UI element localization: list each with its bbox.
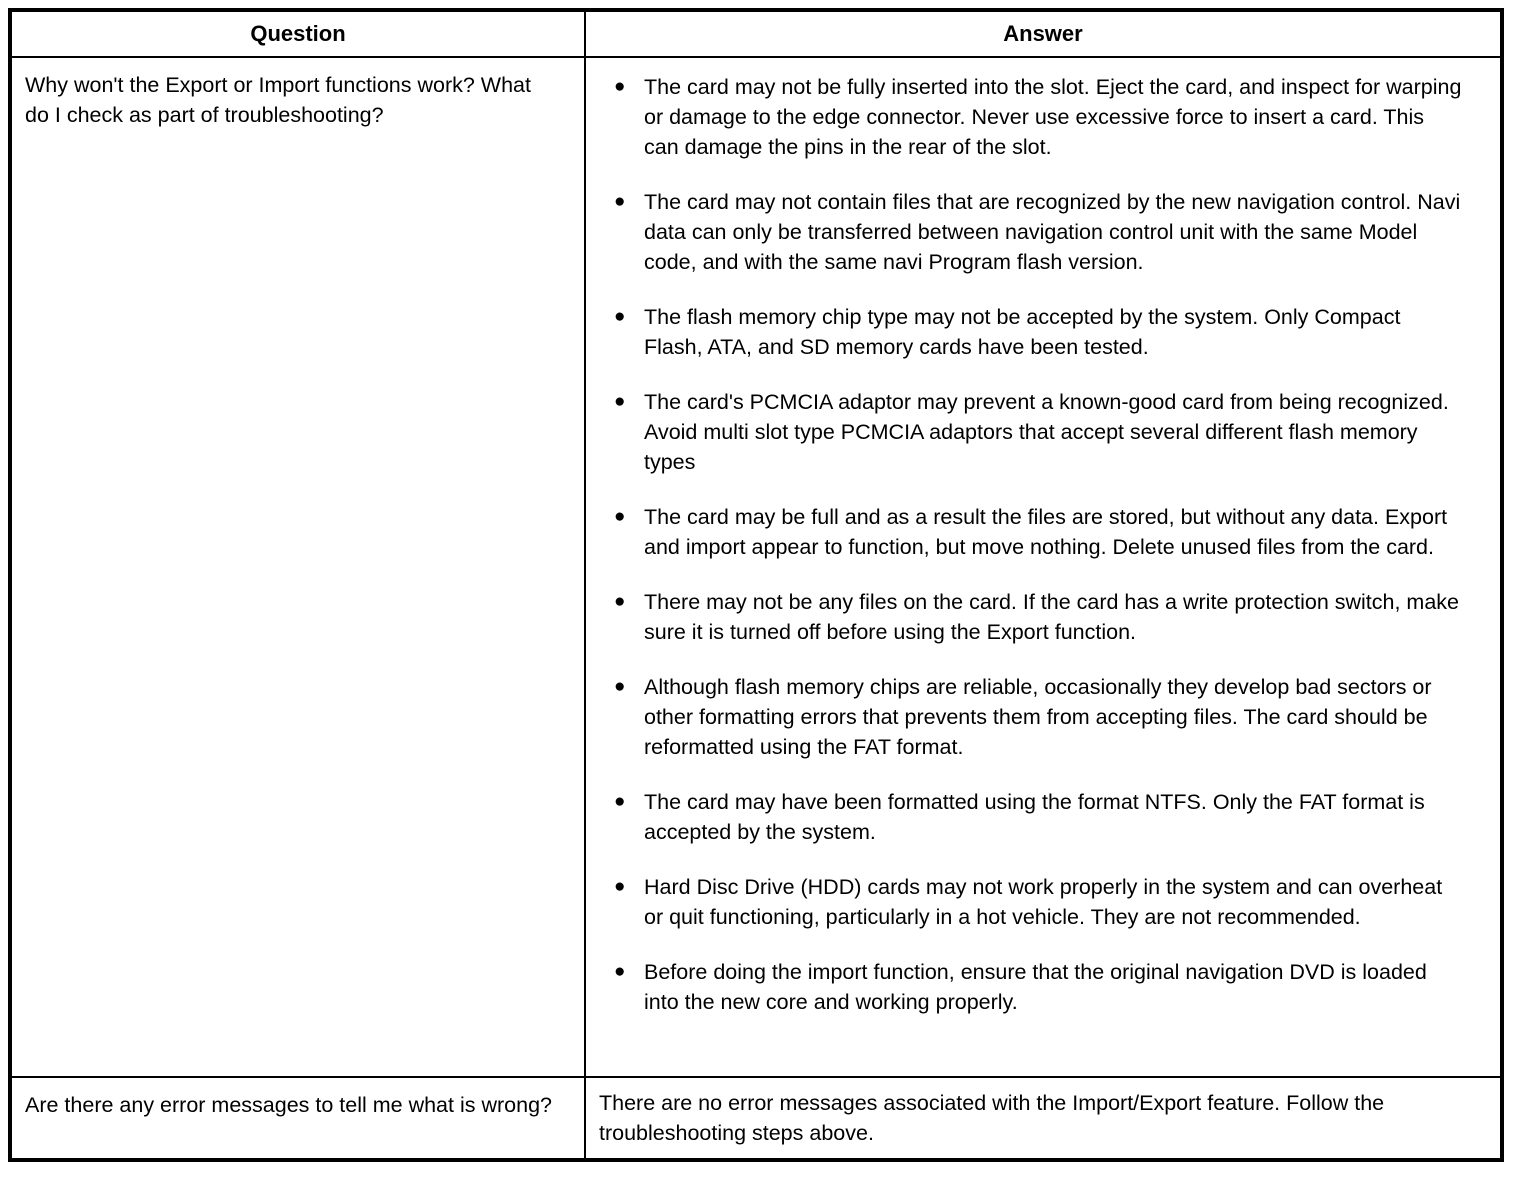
bullet-text: The card may not be fully inserted into the slot. Eject the card, and inspect for warping or damage to the edge connector. Never use excessive force to insert a card. This can damage the pins in the rear of the slot. (644, 75, 1462, 159)
bullet-text: The flash memory chip type may not be accepted by the system. Only Compact Flash, ATA, and SD memory cards have been tested. (644, 305, 1401, 359)
bullet-text: There may not be any files on the card. If the card has a write protection switch, make sure it is turned off before using the Export function. (644, 590, 1460, 644)
bullet-text: The card may be full and as a result the files are stored, but without any data. Export and import appear to function, but move nothing. Delete unused files from the card. (644, 505, 1448, 559)
column-header-question-label: Question (250, 21, 346, 46)
question-cell-1 (12, 58, 586, 1078)
answer-cell-2 (586, 1078, 1500, 1158)
answer-bullet-item (614, 502, 1462, 562)
bullet-text: Although flash memory chips are reliable, occasionally they develop bad sectors or other formatting errors that prevents them from accepting files. The card should be reformatted using the FAT format. (644, 675, 1432, 759)
answer-bullet-item (614, 672, 1462, 762)
qa-table (8, 8, 1504, 1162)
bullet-icon: ● (614, 876, 626, 897)
answer-bullet-list (586, 58, 1500, 1017)
bullet-text: The card may have been formatted using the format NTFS. Only the FAT format is accepted by the system. (644, 790, 1425, 844)
answer-bullet-item (614, 187, 1462, 277)
bullet-icon: ● (614, 391, 626, 412)
answer-bullet-item (614, 587, 1462, 647)
question-text-2: Are there any error messages to tell me what is wrong? (25, 1093, 552, 1117)
bullet-icon: ● (614, 591, 626, 612)
column-header-answer-label: Answer (1003, 21, 1083, 46)
answer-bullet-item (614, 72, 1462, 162)
bullet-icon: ● (614, 506, 626, 527)
bullet-icon: ● (614, 676, 626, 697)
bullet-text: Hard Disc Drive (HDD) cards may not work properly in the system and can overheat or quit functioning, particularly in a hot vehicle. They are not recommended. (644, 875, 1443, 929)
answer-bullet-item (614, 872, 1462, 932)
answer-bullet-item (614, 387, 1462, 477)
bullet-icon: ● (614, 191, 626, 212)
bullet-text: The card may not contain files that are recognized by the new navigation control. Navi data can only be transferred between navigation control unit with the same Model code, and with the same navi Program flash version. (644, 190, 1461, 274)
answer-text-2: There are no error messages associated with the Import/Export feature. Follow the troubleshooting steps above. (599, 1091, 1385, 1145)
answer-cell-1 (586, 58, 1500, 1078)
bullet-icon: ● (614, 961, 626, 982)
answer-bullet-item (614, 787, 1462, 847)
bullet-icon: ● (614, 76, 626, 97)
answer-bullet-item (614, 957, 1462, 1017)
answer-bullet-item (614, 302, 1462, 362)
bullet-text: The card's PCMCIA adaptor may prevent a known-good card from being recognized. Avoid multi slot type PCMCIA adaptors that accept several different flash memory types (644, 390, 1449, 474)
question-text-1: Why won't the Export or Import functions work? What do I check as part of troubleshooting? (25, 73, 531, 127)
column-header-question (12, 12, 586, 58)
question-cell-2 (12, 1078, 586, 1158)
bullet-text: Before doing the import function, ensure that the original navigation DVD is loaded into the new core and working properly. (644, 960, 1427, 1014)
bullet-icon: ● (614, 306, 626, 327)
column-header-answer (586, 12, 1500, 58)
bullet-icon: ● (614, 791, 626, 812)
